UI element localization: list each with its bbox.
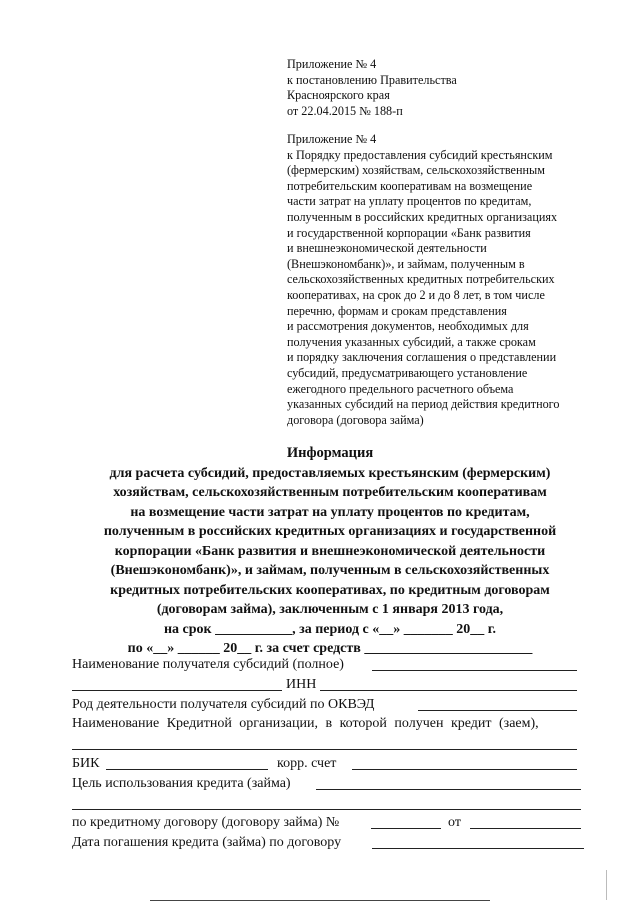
okved-field[interactable] [418, 695, 577, 711]
contract-from-label: от [448, 815, 461, 831]
bank-row [72, 714, 592, 734]
title-line: кредитных потребительских кооперативах, по кредитным договорам [110, 582, 550, 598]
bank-name-field[interactable] [72, 734, 577, 750]
appendix-line: (Внешэкономбанк)», и займам, полученным в [287, 256, 525, 271]
purpose-continued-row [72, 794, 592, 814]
corr-account-field[interactable] [352, 754, 577, 770]
repay-date-field[interactable] [372, 833, 584, 849]
appendix-line: договора (договора займа) [287, 412, 424, 427]
recipient-name-continued-field[interactable] [72, 675, 282, 691]
title-line: на срок ___________, за период с «__» _______ 20__ г. [163, 621, 497, 637]
recipient-field[interactable] [372, 655, 577, 671]
footer-divider [150, 900, 490, 901]
appendix-line: ежегодного предельного расчетного объема [287, 381, 514, 396]
okved-label: Род деятельности получателя субсидий по ОКВЭД [72, 696, 375, 712]
title-line: полученным в российских кредитных организациях и государственной [103, 524, 557, 539]
inn-row [72, 675, 592, 695]
inn-field[interactable] [320, 675, 577, 691]
title-line: (Внешэкономбанк)», и займам, полученным в сельскохозяйственных [110, 563, 550, 578]
appendix-resolution-header [287, 57, 457, 119]
appendix-line: указанных субсидий на период действия кредитного [287, 397, 560, 412]
appendix-line: перечню, формам и срокам представления [287, 303, 507, 318]
document-title [50, 444, 610, 659]
title-line: хозяйствам, сельскохозяйственным потребительским кооперативам [113, 485, 547, 500]
bank-continued-row [72, 734, 592, 754]
appendix-line: части затрат на уплату процентов по кредитам, [287, 194, 532, 209]
purpose-field[interactable] [316, 774, 581, 790]
recipient-label: Наименование получателя субсидий (полное) [72, 657, 344, 672]
appendix-line: получения указанных субсидий, а также срокам [287, 334, 536, 349]
scan-edge [606, 870, 607, 900]
repay-label: Дата погашения кредита (займа) по договору [72, 835, 342, 851]
appendix-line: и рассмотрения документов, необходимых для [287, 319, 529, 334]
bik-row [72, 754, 592, 774]
bik-field[interactable] [106, 754, 268, 770]
title-line: на возмещение части затрат на уплату процентов по кредитам, [130, 504, 530, 520]
contract-date-field[interactable] [470, 813, 581, 829]
appendix-line: полученным в российских кредитных организациях [287, 209, 558, 224]
appendix-line: кооперативах, на срок до 2 и до 8 лет, в том числе [287, 287, 545, 302]
appendix-line: субсидий, предусматривающего установление [287, 365, 528, 380]
title-line: (договорам займа), заключенным с 1 января 2013 года, [156, 602, 504, 617]
appendix-line: сельскохозяйственных кредитных потребительских [287, 272, 555, 287]
corr-account-label: корр. счет [277, 755, 337, 771]
repay-row [72, 833, 592, 853]
purpose-label: Цель использования кредита (займа) [72, 775, 291, 791]
appendix-line: и государственной корпорации «Банк развития [287, 225, 531, 240]
appendix-line: к Порядку предоставления субсидий крестьянским [287, 147, 553, 162]
appendix-line: к постановлению Правительства [287, 72, 457, 87]
appendix-line: Приложение № 4 [287, 57, 377, 71]
title-line: по «__» ______ 20__ г. за счет средств ________________________ [127, 641, 533, 656]
okved-row [72, 695, 592, 715]
bik-label: БИК [72, 755, 100, 771]
inn-label: ИНН [286, 676, 317, 692]
title-line: корпорации «Банк развития и внешнеэкономической деятельности [114, 543, 546, 559]
appendix-line: Красноярского края [287, 88, 390, 103]
appendix-line: и порядку заключения соглашения о представлении [287, 350, 557, 365]
title-heading: Информация [286, 445, 374, 461]
appendix-procedure-header [287, 132, 559, 428]
bank-label: Наименование Кредитной организации, в которой получен кредит (заем), [72, 716, 539, 732]
purpose-continued-field[interactable] [72, 794, 581, 810]
appendix-line: от 22.04.2015 № 188-п [287, 103, 403, 118]
appendix-line: потребительским кооперативам на возмещение [287, 178, 533, 193]
appendix-line: Приложение № 4 [287, 132, 377, 146]
contract-number-field[interactable] [371, 813, 441, 829]
purpose-row [72, 774, 592, 794]
recipient-row [72, 655, 592, 675]
contract-row [72, 813, 592, 833]
title-line: для расчета субсидий, предоставляемых крестьянским (фермерским) [109, 465, 551, 481]
contract-label: по кредитному договору (договору займа) № [72, 815, 340, 831]
info-form [72, 655, 592, 853]
appendix-line: и внешнеэкономической деятельности [287, 241, 487, 256]
appendix-line: (фермерским) хозяйствам, сельскохозяйственным [287, 163, 545, 178]
